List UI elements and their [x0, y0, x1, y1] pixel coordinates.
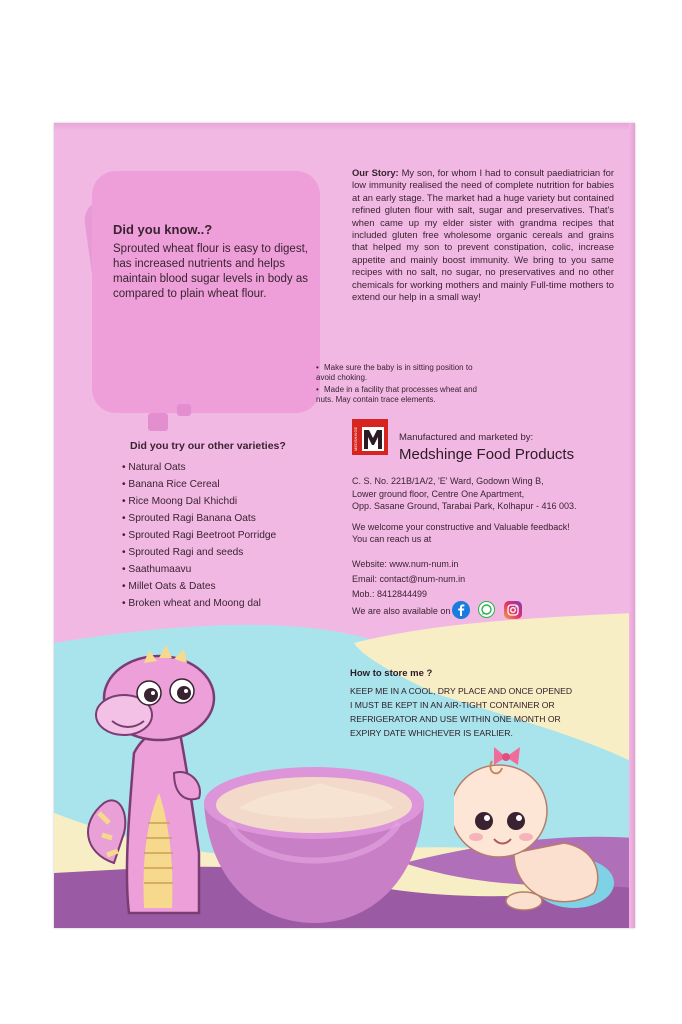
list-item: • Sprouted Ragi Beetroot Porridge — [122, 527, 276, 544]
instagram-icon[interactable] — [504, 601, 522, 619]
feedback-text — [352, 521, 570, 545]
list-item: • Made in a facility that processes wheat and nuts. May contain trace elements. — [316, 385, 477, 404]
bubble-tail-large — [148, 413, 168, 431]
varieties-title: Did you try our other varieties? — [130, 440, 286, 452]
storage-instructions — [350, 684, 572, 740]
note-text: Made in a facility that processes wheat and nuts. May contain trace elements. — [316, 385, 477, 404]
list-item: • Sprouted Ragi and seeds — [122, 544, 276, 561]
porridge-bowl-illustration — [199, 763, 429, 928]
product-box-back — [54, 123, 635, 928]
story-text: My son, for whom I had to consult paediatrician for low immunity realised the need of complete nutrition for babies at an early stage. The market had a huge variety but contained refined gluten flour with salt, sugar and preservatives. That's when came up my elder sister with grandma recipes that included gluten free wholesome organic cereals and grains that helped my son to prevent constipation, colic, increase appetite and mainly boost immunity. We bring to you same recipes with no salt, no sugar, no preservatives and no other chemicals for working mothers and mainly Full-time mothers to extend our help in a small way! — [352, 167, 614, 303]
list-item: • Rice Moong Dal Khichdi — [122, 493, 276, 510]
list-item: • Sprouted Ragi Banana Oats — [122, 510, 276, 527]
our-story — [352, 167, 614, 303]
contact-info — [352, 557, 465, 602]
list-item: • Millet Oats & Dates — [122, 578, 276, 595]
email-text: Email: contact@num-num.in — [352, 574, 466, 584]
list-item: • Banana Rice Cereal — [122, 476, 276, 493]
address-line: Opp. Sasane Ground, Tarabai Park, Kolhapur - 416 003. — [352, 501, 577, 511]
did-you-know-title: Did you know..? — [113, 222, 213, 237]
website-text: Website: www.num-num.in — [352, 559, 459, 569]
address-line: Lower ground floor, Centre One Apartment, — [352, 488, 525, 499]
manufacturer-label: Manufactured and marketed by: — [399, 432, 534, 443]
address — [352, 475, 576, 513]
storage-line: KEEP ME IN A COOL, DRY PLACE AND ONCE OPENED — [350, 686, 573, 696]
whatsapp-icon[interactable] — [478, 601, 495, 618]
story-label: Our Story: — [352, 167, 399, 178]
storage-line: EXPIRY DATE WHICHEVER IS EARLIER. — [350, 728, 513, 738]
storage-line: I MUST BE KEPT IN AN AIR-TIGHT CONTAINER OR — [350, 700, 555, 710]
box-right-edge — [629, 123, 635, 928]
medshinge-logo — [352, 419, 388, 455]
mobile-text: Mob.: 8412844499 — [352, 589, 428, 599]
varieties-list — [122, 459, 276, 612]
address-line: C. S. No. 221B/1A/2, 'E' Ward, Godown Wing B, — [352, 476, 544, 486]
feedback-line: We welcome your constructive and Valuable feedback! — [352, 522, 570, 532]
feedback-line: You can reach us at — [352, 534, 432, 544]
storage-title: How to store me ? — [350, 668, 433, 679]
logo-text: MEDSHINGE — [353, 426, 358, 451]
safety-notes — [316, 363, 516, 407]
storage-line: REFRIGERATOR AND USE WITHIN ONE MONTH OR — [350, 714, 561, 724]
list-item: • Make sure the baby is in sitting position to avoid choking. — [316, 363, 473, 382]
list-item: • Natural Oats — [122, 459, 276, 476]
bubble-tail-small — [177, 404, 191, 416]
box-top-edge — [54, 123, 635, 131]
did-you-know-text: Sprouted wheat flour is easy to digest, has increased nutrients and helps maintain blood sugar levels in body as compared to plain wheat flour. — [113, 243, 308, 300]
manufacturer-name: Medshinge Food Products — [399, 446, 575, 463]
available-on-text: We are also available on — [352, 606, 451, 616]
list-item: • Broken wheat and Moong dal — [122, 595, 276, 612]
note-text: Make sure the baby is in sitting position to avoid choking. — [316, 363, 473, 382]
baby-illustration — [454, 733, 624, 918]
facebook-icon[interactable] — [452, 601, 470, 619]
list-item: • Saathumaavu — [122, 561, 276, 578]
